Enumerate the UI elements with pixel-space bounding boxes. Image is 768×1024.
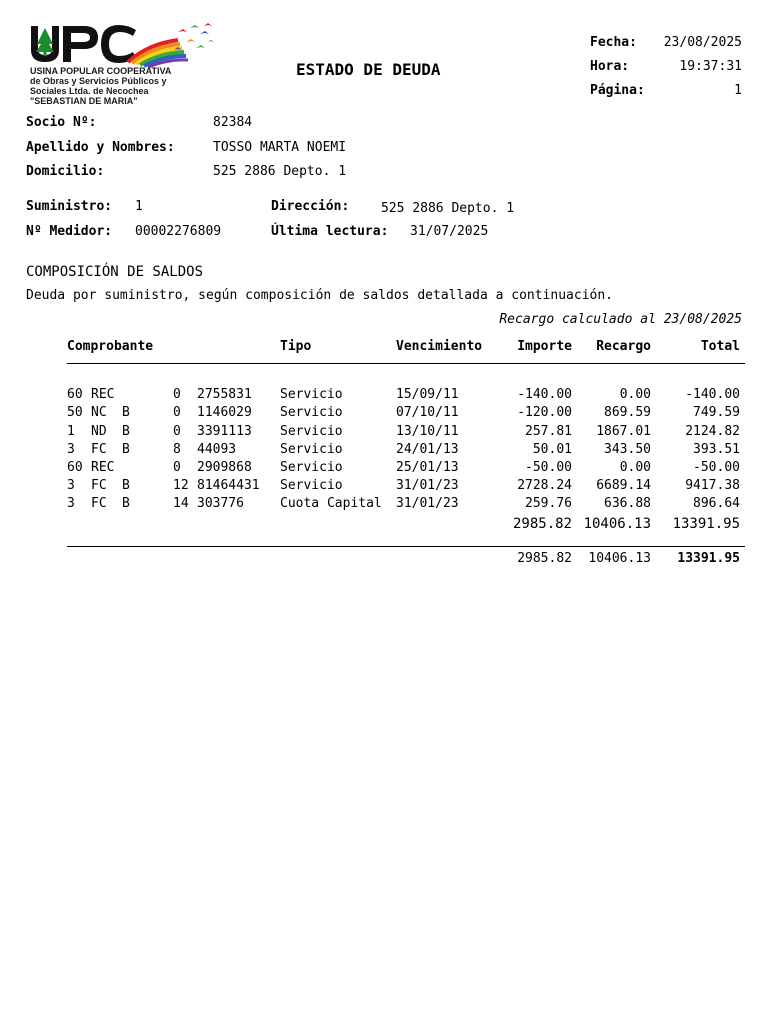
cell-punto-venta: 0	[173, 387, 181, 402]
cell-letra: B	[122, 478, 130, 493]
cell-total: 749.59	[693, 405, 740, 420]
cell-total: 2124.82	[685, 424, 740, 439]
cell-total: 896.64	[693, 496, 740, 511]
company-logo	[28, 22, 214, 110]
cell-importe: -50.00	[525, 460, 572, 475]
cell-punto-venta: 12	[173, 478, 189, 493]
cell-punto-venta: 14	[173, 496, 189, 511]
cell-tipo: Servicio	[280, 387, 343, 402]
socio-value: 82384	[213, 115, 253, 130]
logo-line: "SEBASTIAN DE MARIA"	[30, 96, 138, 106]
direccion-label: Dirección:	[271, 199, 350, 214]
cell-recargo: 636.88	[604, 496, 651, 511]
logo-line: de Obras y Servicios Públicos y	[30, 76, 167, 86]
cell-tipo-comprobante: FC	[91, 478, 107, 493]
cell-tipo-comprobante: FC	[91, 496, 107, 511]
subtotal-recargo: 10406.13	[583, 516, 651, 532]
cell-recargo: 6689.14	[596, 478, 651, 493]
logo-graphic	[28, 22, 214, 68]
cell-recargo: 869.59	[604, 405, 651, 420]
cell-tipo: Servicio	[280, 442, 343, 457]
cell-num: 3	[67, 478, 75, 493]
table-row	[0, 478, 768, 496]
nombre-label: Apellido y Nombres:	[26, 140, 175, 155]
cell-num: 60	[67, 387, 83, 402]
cell-tipo-comprobante: REC	[91, 387, 115, 402]
cell-importe: 2728.24	[517, 478, 572, 493]
hora-label: Hora:	[590, 59, 630, 74]
cell-tipo: Servicio	[280, 424, 343, 439]
cell-recargo: 343.50	[604, 442, 651, 457]
grand-total-recargo: 10406.13	[588, 551, 651, 566]
table-row	[0, 496, 768, 514]
col-importe: Importe	[517, 339, 572, 354]
cell-punto-venta: 8	[173, 442, 181, 457]
table-header	[0, 339, 768, 357]
recargo-note: Recargo calculado al 23/08/2025	[499, 312, 742, 327]
col-tipo: Tipo	[280, 339, 312, 354]
suministro-label: Suministro:	[26, 199, 113, 214]
pagina-value: 1	[734, 83, 742, 98]
cell-letra: B	[122, 424, 130, 439]
col-vencimiento: Vencimiento	[396, 339, 483, 354]
cell-total: -50.00	[693, 460, 740, 475]
total-divider	[67, 546, 745, 547]
grand-total-total: 13391.95	[677, 551, 740, 566]
domicilio-label: Domicilio:	[26, 164, 105, 179]
col-recargo: Recargo	[596, 339, 651, 354]
cell-tipo: Servicio	[280, 460, 343, 475]
cell-num: 50	[67, 405, 83, 420]
medidor-label: Nº Medidor:	[26, 224, 113, 239]
cell-num: 3	[67, 496, 75, 511]
fecha-label: Fecha:	[590, 35, 637, 50]
tree-icon	[36, 28, 54, 52]
table-row	[0, 460, 768, 478]
cell-recargo: 0.00	[619, 460, 651, 475]
cell-total: 393.51	[693, 442, 740, 457]
cell-letra: B	[122, 496, 130, 511]
socio-label: Socio Nº:	[26, 115, 97, 130]
cell-numero: 303776	[197, 496, 244, 511]
cell-vencimiento: 31/01/23	[396, 478, 459, 493]
cell-tipo-comprobante: REC	[91, 460, 115, 475]
direccion-value: 525 2886 Depto. 1	[381, 201, 515, 216]
cell-tipo: Servicio	[280, 405, 343, 420]
cell-numero: 44093	[197, 442, 237, 457]
cell-total: 9417.38	[685, 478, 740, 493]
lectura-label: Última lectura:	[271, 224, 389, 239]
pagina-label: Página:	[590, 83, 645, 98]
header-divider	[67, 363, 745, 364]
table-row	[0, 424, 768, 442]
cell-num: 1	[67, 424, 75, 439]
cell-num: 60	[67, 460, 83, 475]
cell-tipo: Servicio	[280, 478, 343, 493]
cell-importe: -120.00	[517, 405, 572, 420]
page-title: ESTADO DE DEUDA	[296, 60, 441, 79]
cell-letra: B	[122, 442, 130, 457]
cell-vencimiento: 24/01/13	[396, 442, 459, 457]
table-row	[0, 405, 768, 423]
fecha-value: 23/08/2025	[663, 35, 742, 50]
cell-numero: 1146029	[197, 405, 252, 420]
nombre-value: TOSSO MARTA NOEMI	[213, 140, 347, 155]
cell-tipo-comprobante: NC	[91, 405, 107, 420]
cell-vencimiento: 15/09/11	[396, 387, 459, 402]
cell-tipo-comprobante: FC	[91, 442, 107, 457]
hora-value: 19:37:31	[679, 59, 742, 74]
logo-line: USINA POPULAR COOPERATIVA	[30, 66, 172, 76]
cell-numero: 2909868	[197, 460, 252, 475]
lectura-value: 31/07/2025	[410, 224, 489, 239]
logo-text	[30, 66, 171, 106]
col-comprobante: Comprobante	[67, 339, 154, 354]
subtotal-importe: 2985.82	[512, 516, 572, 532]
cell-vencimiento: 13/10/11	[396, 424, 459, 439]
cell-recargo: 0.00	[619, 387, 651, 402]
cell-vencimiento: 07/10/11	[396, 405, 459, 420]
cell-recargo: 1867.01	[596, 424, 651, 439]
cell-letra: B	[122, 405, 130, 420]
section-title: COMPOSICIÓN DE SALDOS	[26, 264, 204, 280]
grand-total-importe: 2985.82	[517, 551, 572, 566]
logo-line: Sociales Ltda. de Necochea	[30, 86, 149, 96]
grand-total-row	[0, 551, 768, 569]
cell-numero: 2755831	[197, 387, 252, 402]
cell-tipo: Cuota Capital	[280, 496, 382, 511]
table-row	[0, 442, 768, 460]
cell-importe: 50.01	[532, 442, 572, 457]
medidor-value: 00002276809	[135, 224, 222, 239]
cell-punto-venta: 0	[173, 424, 181, 439]
subtotal-row	[0, 516, 768, 534]
cell-punto-venta: 0	[173, 405, 181, 420]
cell-punto-venta: 0	[173, 460, 181, 475]
cell-total: -140.00	[685, 387, 740, 402]
cell-numero: 81464431	[197, 478, 260, 493]
cell-importe: -140.00	[517, 387, 572, 402]
suministro-value: 1	[135, 199, 143, 214]
section-description: Deuda por suministro, según composición de saldos detallada a continuación.	[26, 288, 613, 303]
cell-vencimiento: 25/01/13	[396, 460, 459, 475]
cell-importe: 257.81	[525, 424, 572, 439]
cell-num: 3	[67, 442, 75, 457]
cell-importe: 259.76	[525, 496, 572, 511]
cell-numero: 3391113	[197, 424, 252, 439]
cell-vencimiento: 31/01/23	[396, 496, 459, 511]
domicilio-value: 525 2886 Depto. 1	[213, 164, 347, 179]
cell-tipo-comprobante: ND	[91, 424, 107, 439]
table-row	[0, 387, 768, 405]
subtotal-total: 13391.95	[672, 516, 740, 532]
col-total: Total	[700, 339, 740, 354]
